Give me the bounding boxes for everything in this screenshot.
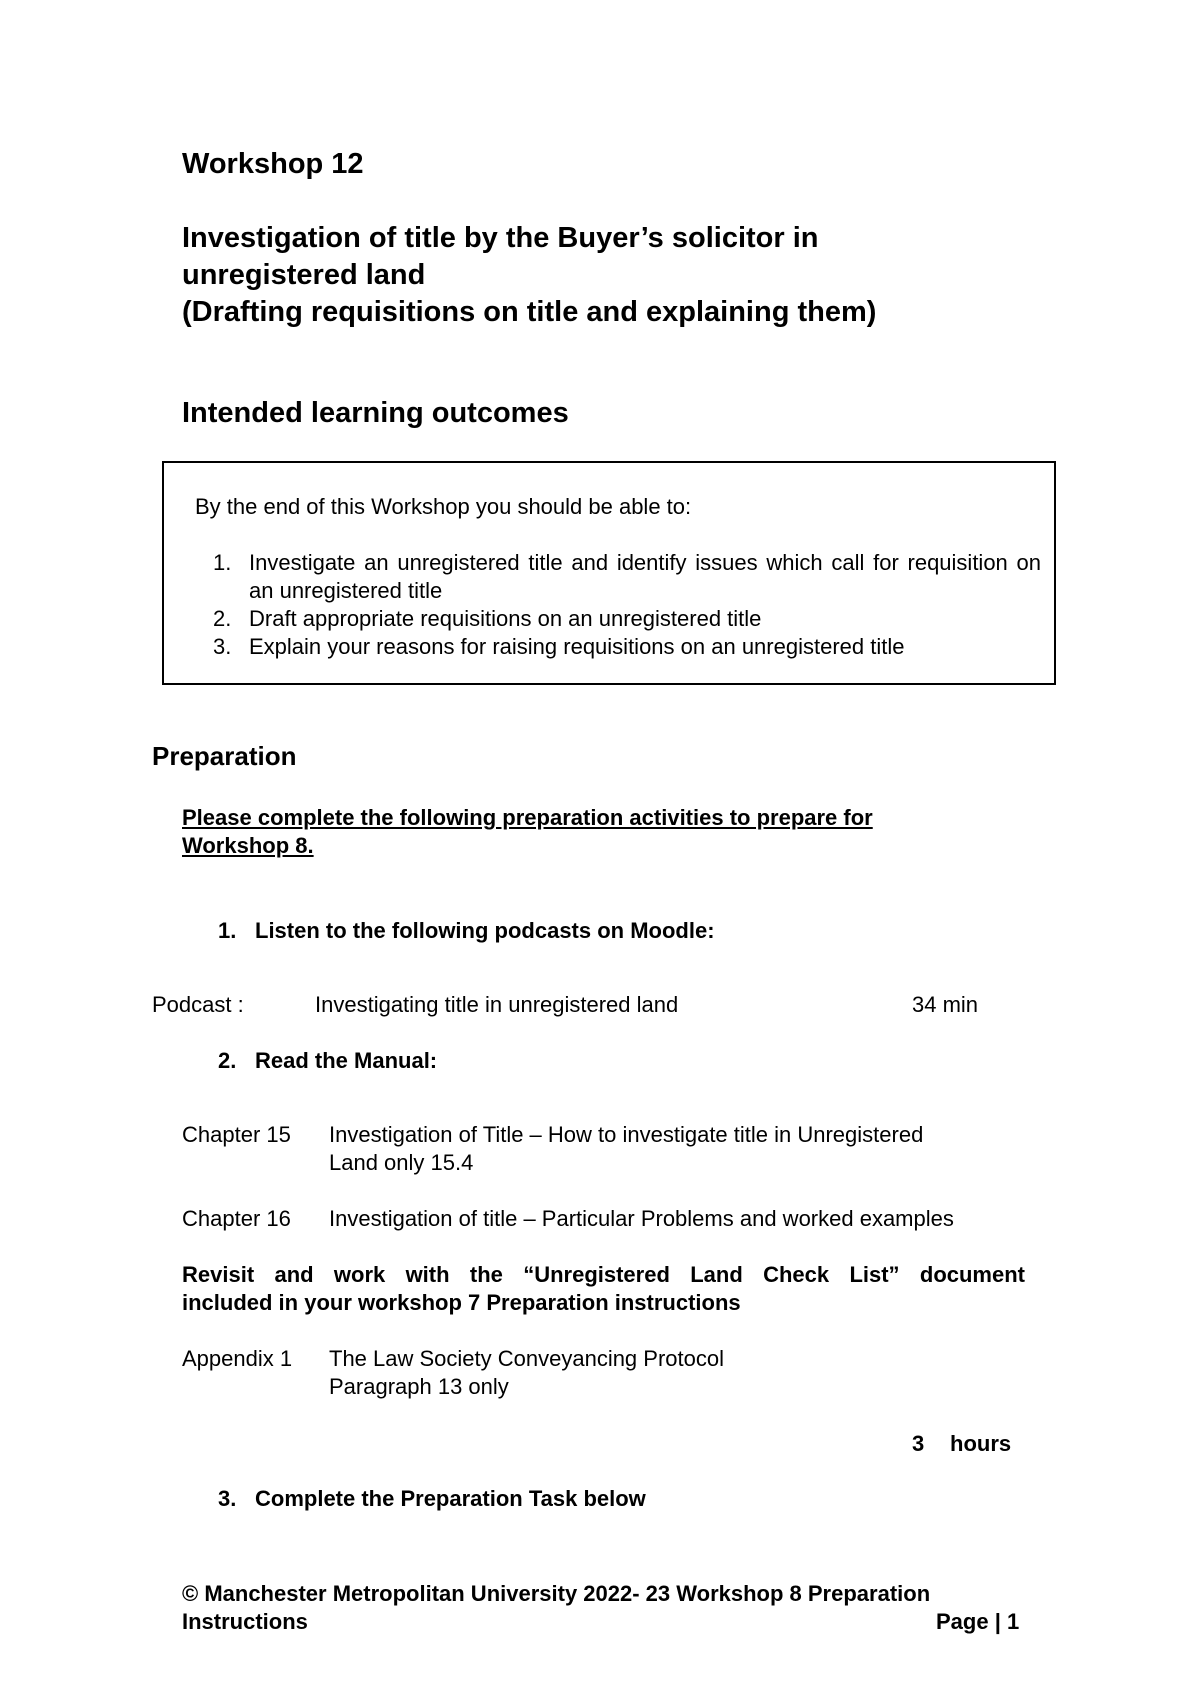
total-time-value: 3 bbox=[912, 1431, 925, 1456]
outcome-number: 2. bbox=[213, 606, 232, 631]
outcomes-list bbox=[164, 549, 1054, 661]
appendix-line-1: The Law Society Conveyancing Protocol bbox=[329, 1346, 724, 1371]
topic-line-1: Investigation of title by the Buyer’s solicitor in bbox=[182, 222, 819, 254]
outcomes-heading: Intended learning outcomes bbox=[182, 397, 569, 429]
appendix-line-2: Paragraph 13 only bbox=[329, 1374, 509, 1399]
outcomes-intro: By the end of this Workshop you should be able to: bbox=[195, 494, 692, 519]
appendix-label: Appendix 1 bbox=[182, 1346, 293, 1371]
outcome-item bbox=[164, 605, 1054, 633]
podcast-label: Podcast : bbox=[152, 992, 244, 1017]
step-2-text: Read the Manual: bbox=[255, 1048, 438, 1073]
footer-copyright: © Manchester Metropolitan University 2022- 23 Workshop 8 Preparation bbox=[182, 1581, 931, 1606]
outcome-item bbox=[164, 549, 1054, 605]
footer-instructions: Instructions bbox=[182, 1609, 308, 1634]
step-1-text: Listen to the following podcasts on Moodle: bbox=[255, 918, 715, 943]
outcome-text: Investigate an unregistered title and identify issues which call for requisition on an unregistered title bbox=[249, 550, 1041, 603]
revisit-line-1: Revisit and work with the “Unregistered Land Check List” document bbox=[182, 1262, 1025, 1287]
preparation-heading: Preparation bbox=[152, 741, 297, 771]
step-2-number: 2. bbox=[218, 1048, 237, 1073]
topic-line-3: (Drafting requisitions on title and explaining them) bbox=[182, 296, 877, 328]
step-1-number: 1. bbox=[218, 918, 237, 943]
chapter-line-1: Investigation of Title – How to investigate title in Unregistered bbox=[329, 1122, 924, 1147]
podcast-duration: 34 min bbox=[912, 992, 979, 1017]
chapter-line-1: Investigation of title – Particular Problems and worked examples bbox=[329, 1206, 954, 1231]
step-3-number: 3. bbox=[218, 1486, 237, 1511]
topic-title bbox=[182, 220, 1082, 331]
page-number: Page | 1 bbox=[936, 1609, 1020, 1634]
instruction-line-1: Please complete the following preparation activities to prepare for bbox=[182, 805, 873, 830]
outcome-item bbox=[164, 633, 1054, 661]
revisit-line-2: included in your workshop 7 Preparation instructions bbox=[182, 1290, 741, 1315]
outcome-number: 1. bbox=[213, 550, 232, 575]
podcast-title: Investigating title in unregistered land bbox=[315, 992, 679, 1017]
outcome-text: Explain your reasons for raising requisitions on an unregistered title bbox=[249, 634, 905, 659]
chapter-line-2: Land only 15.4 bbox=[329, 1150, 474, 1175]
outcomes-box bbox=[162, 461, 1056, 685]
outcome-text: Draft appropriate requisitions on an unregistered title bbox=[249, 606, 762, 631]
workshop-title: Workshop 12 bbox=[182, 148, 364, 180]
step-3-text: Complete the Preparation Task below bbox=[255, 1486, 646, 1511]
total-time-unit: hours bbox=[950, 1431, 1012, 1456]
chapter-label: Chapter 15 bbox=[182, 1122, 291, 1147]
topic-line-2: unregistered land bbox=[182, 259, 426, 291]
instruction-line-2: Workshop 8. bbox=[182, 833, 314, 858]
outcome-number: 3. bbox=[213, 634, 232, 659]
chapter-label: Chapter 16 bbox=[182, 1206, 291, 1231]
